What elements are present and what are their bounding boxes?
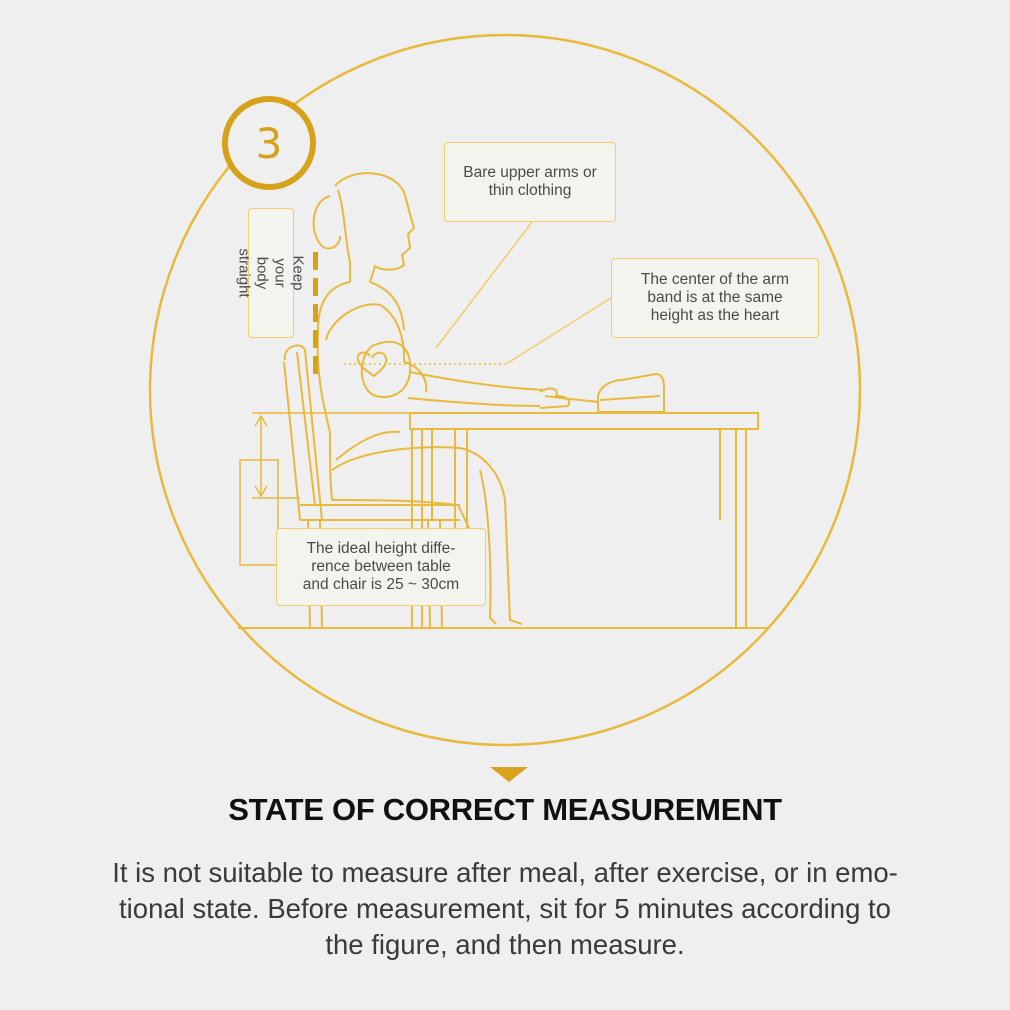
instruction-text: It is not suitable to measure after meal, after exercise, or in emo- tional state. Before measurement, sit for 5 minutes according to the figure, and then measure.	[112, 857, 898, 960]
pointer-triangle	[490, 767, 528, 782]
callout-height-difference-text: The ideal height diffe- rence between table and chair is 25 ~ 30cm	[302, 540, 460, 593]
callout-body-straight	[236, 208, 307, 338]
step-number: 3	[255, 118, 283, 168]
callout-body-straight-text: Keep your body straight	[236, 248, 307, 298]
leader-arm-band	[506, 298, 611, 364]
callout-arm-band-center	[611, 258, 819, 338]
page-title: STATE OF CORRECT MEASUREMENT	[228, 792, 782, 827]
callout-bare-arms-text: Bare upper arms or thin clothing	[463, 164, 597, 199]
callout-height-difference	[276, 528, 486, 606]
leader-bare-arms	[436, 222, 532, 348]
callout-bare-arms	[444, 142, 616, 222]
callout-arm-band-center-text: The center of the arm band is at the same height as the heart	[640, 271, 790, 324]
